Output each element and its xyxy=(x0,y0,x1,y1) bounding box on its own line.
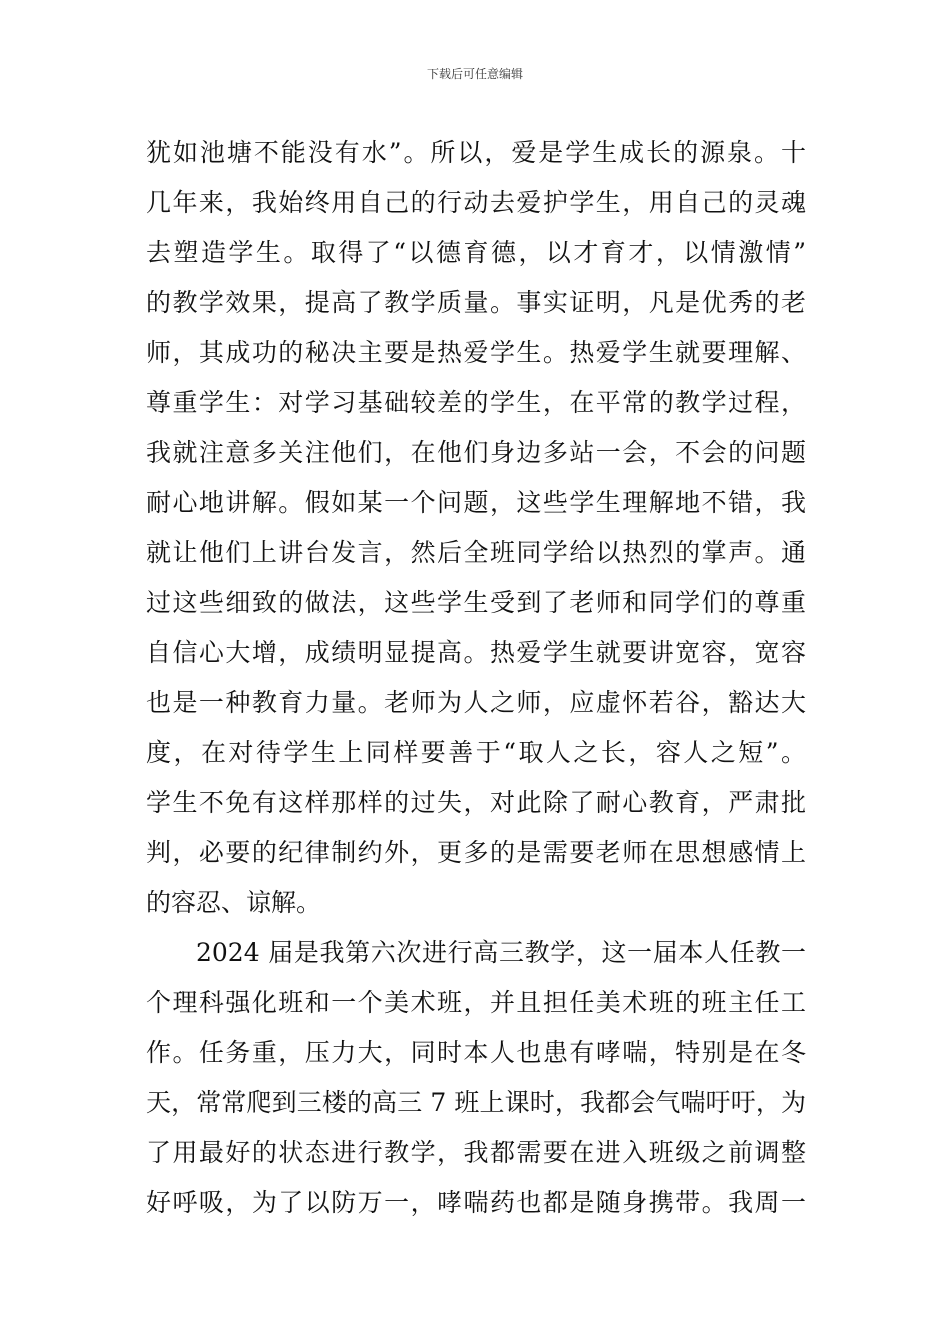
text-line: 尊重学生：对学习基础较差的学生，在平常的教学过程， xyxy=(146,388,806,417)
text-line: 判，必要的纪律制约外，更多的是需要老师在思想感情上 xyxy=(146,838,806,867)
text-line: 的容忍、谅解。 xyxy=(146,888,322,917)
text-line: 天，常常爬到三楼的高三 7 班上课时，我都会气喘吁吁，为 xyxy=(146,1088,806,1117)
text-line: 也是一种教育力量。老师为人之师，应虚怀若谷，豁达大 xyxy=(146,688,806,717)
text-line: 就让他们上讲台发言，然后全班同学给以热烈的掌声。通 xyxy=(146,538,806,567)
text-line: 好呼吸，为了以防万一，哮喘药也都是随身携带。我周一 xyxy=(146,1188,806,1217)
text-line: 了用最好的状态进行教学，我都需要在进入班级之前调整 xyxy=(146,1138,806,1167)
document-body xyxy=(146,128,806,1228)
text-line: 自信心大增，成绩明显提高。热爱学生就要讲宽容，宽容 xyxy=(146,638,806,667)
text-line: 师，其成功的秘决主要是热爱学生。热爱学生就要理解、 xyxy=(146,338,806,367)
text-line: 犹如池塘不能没有水”。所以，爱是学生成长的源泉。十 xyxy=(146,138,806,167)
text-line: 作。任务重，压力大，同时本人也患有哮喘，特别是在冬 xyxy=(146,1038,806,1067)
text-line: 耐心地讲解。假如某一个问题，这些学生理解地不错，我 xyxy=(146,488,806,517)
text-line: 过这些细致的做法，这些学生受到了老师和同学们的尊重 xyxy=(146,588,806,617)
text-line: 去塑造学生。取得了“以德育德，以才育才，以情激情” xyxy=(146,238,806,267)
page-header: 下载后可任意编辑 xyxy=(426,67,523,81)
text-line: 的教学效果，提高了教学质量。事实证明，凡是优秀的老 xyxy=(146,288,806,317)
text-line: 个理科强化班和一个美术班，并且担任美术班的班主任工 xyxy=(146,988,806,1017)
text-line: 度，在对待学生上同样要善于“取人之长，容人之短”。 xyxy=(146,738,806,767)
text-line: 几年来，我始终用自己的行动去爱护学生，用自己的灵魂 xyxy=(146,188,806,217)
text-line: 2024 届是我第六次进行高三教学，这一届本人任教一 xyxy=(196,938,806,967)
text-line: 我就注意多关注他们，在他们身边多站一会，不会的问题 xyxy=(146,438,806,467)
text-line: 学生不免有这样那样的过失，对此除了耐心教育，严肃批 xyxy=(146,788,806,817)
